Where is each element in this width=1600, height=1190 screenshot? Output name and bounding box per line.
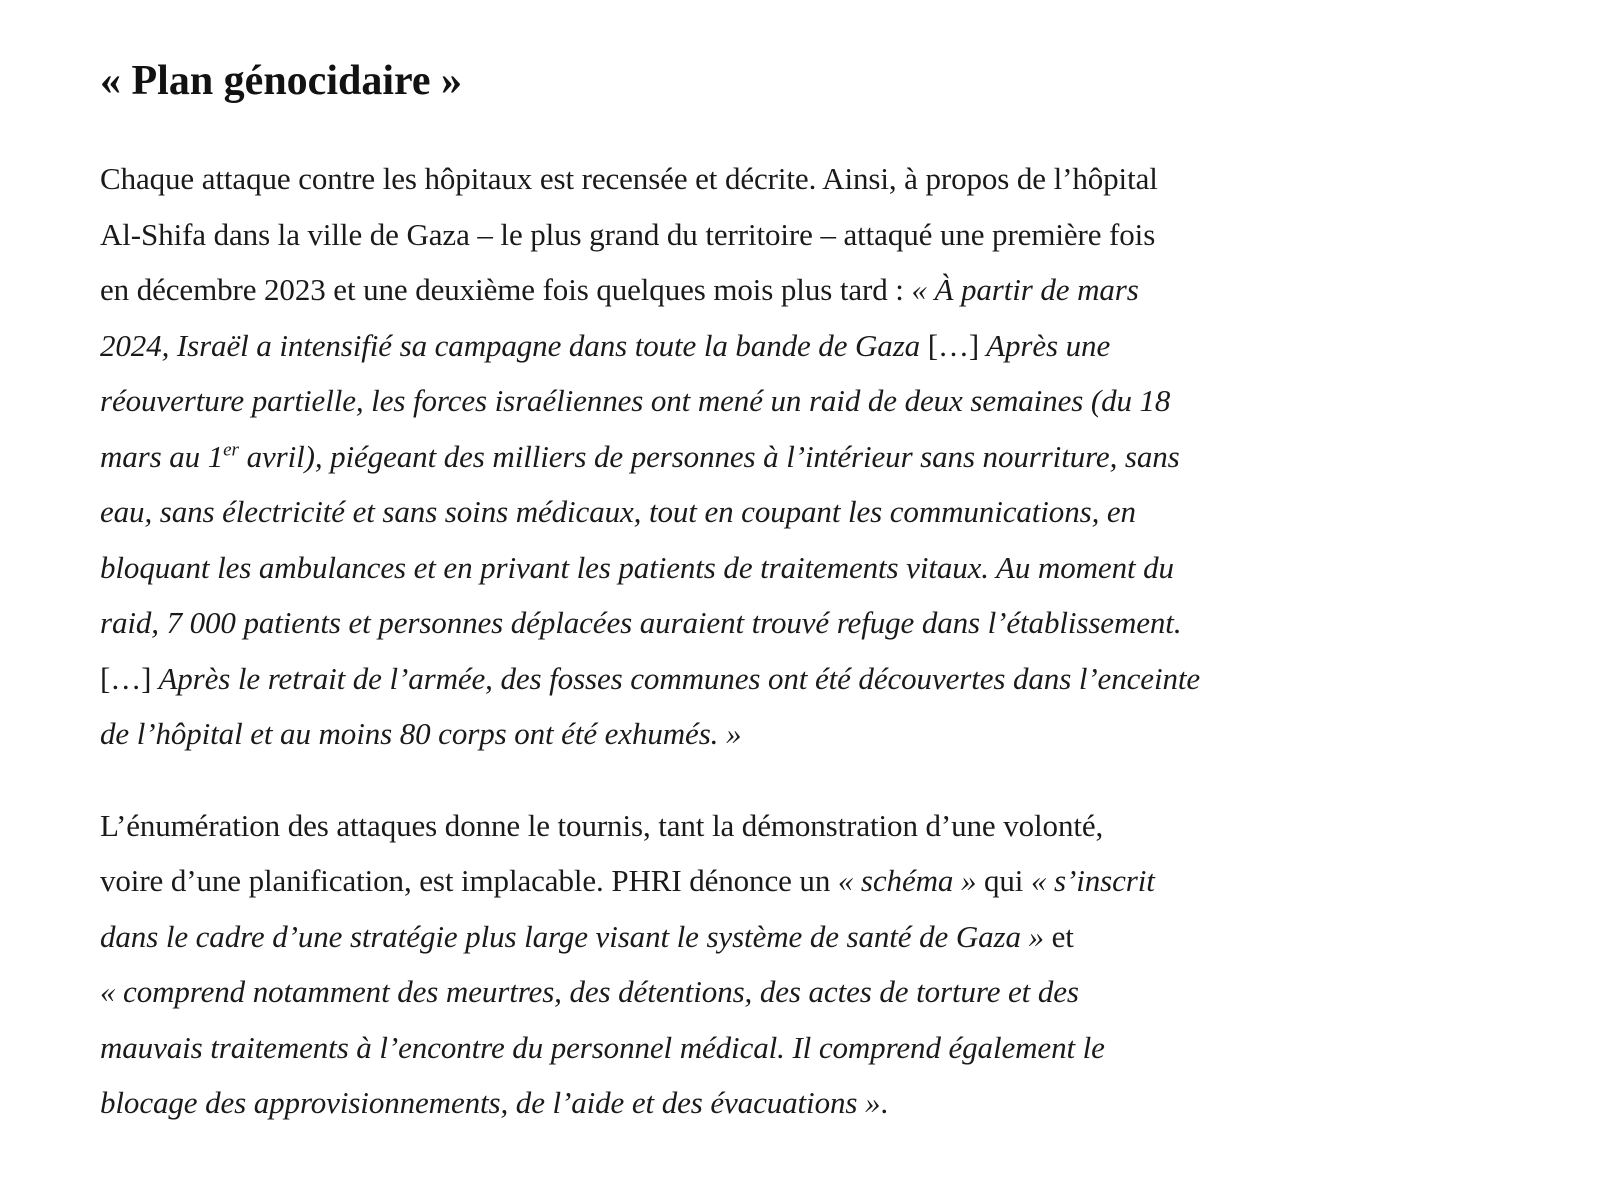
text-line <box>100 798 1600 854</box>
body-text: qui <box>976 863 1031 899</box>
quoted-italic-text: 2024, Israël a intensifié sa campagne dans toute la bande de Gaza <box>100 327 928 363</box>
body-text: voire d’une planification, est implacable. PHRI dénonce un <box>100 863 838 899</box>
text-line <box>100 964 1600 1020</box>
quoted-italic-text: de l’hôpital et au moins 80 corps ont été exhumés. » <box>100 716 742 752</box>
quoted-italic-text: blocage des approvisionnements, de l’aide et des évacuations » <box>100 1085 881 1121</box>
body-text: […] <box>100 660 152 696</box>
body-text: et <box>1043 918 1074 954</box>
quoted-italic-text: bloquant les ambulances et en privant les patients de traitements vitaux. Au moment du <box>100 549 1174 585</box>
quoted-italic-text: mauvais traitements à l’encontre du personnel médical. Il comprend également le <box>100 1029 1105 1065</box>
body-text: en décembre 2023 et une deuxième fois quelques mois plus tard : <box>100 272 912 308</box>
article-body <box>100 151 1600 1131</box>
text-line <box>100 207 1600 263</box>
quoted-italic-text: raid, 7 000 patients et personnes déplacées auraient trouvé refuge dans l’établissement. <box>100 605 1182 641</box>
text-line <box>100 373 1600 429</box>
text-line <box>100 540 1600 596</box>
text-line <box>100 706 1600 762</box>
text-line <box>100 262 1600 318</box>
paragraph <box>100 798 1600 1131</box>
text-line <box>100 1075 1600 1131</box>
text-line <box>100 651 1600 707</box>
quoted-italic-text: avril), piégeant des milliers de personnes à l’intérieur sans nourriture, sans <box>238 438 1180 474</box>
text-line <box>100 318 1600 374</box>
quoted-italic-text: Après une <box>979 327 1111 363</box>
body-text: L’énumération des attaques donne le tournis, tant la démonstration d’une volonté, <box>100 807 1104 843</box>
text-line <box>100 909 1600 965</box>
quoted-italic-text: « s’inscrit <box>1030 863 1155 899</box>
quoted-italic-text: « comprend notamment des meurtres, des détentions, des actes de torture et des <box>100 974 1079 1010</box>
quoted-italic-text: « schéma » <box>837 863 977 899</box>
quoted-italic-text: réouverture partielle, les forces israéliennes ont mené un raid de deux semaines (du 18 <box>100 383 1171 419</box>
body-text: […] <box>927 327 980 363</box>
text-line <box>100 429 1600 485</box>
quoted-italic-text: « À partir de mars <box>911 272 1139 308</box>
text-line <box>100 484 1600 540</box>
quoted-italic-text: Après le retrait de l’armée, des fosses communes ont été découvertes dans l’enceinte <box>151 660 1201 696</box>
text-line <box>100 1020 1600 1076</box>
quoted-italic-text: eau, sans électricité et sans soins médicaux, tout en coupant les communications, en <box>100 494 1136 530</box>
paragraph <box>100 151 1600 762</box>
quoted-italic-text: dans le cadre d’une stratégie plus large visant le système de santé de Gaza » <box>100 918 1044 954</box>
text-line <box>100 595 1600 651</box>
text-line <box>100 853 1600 909</box>
body-text: Al-Shifa dans la ville de Gaza – le plus grand du territoire – attaqué une première fois <box>100 216 1156 252</box>
text-line <box>100 151 1600 207</box>
quoted-italic-text: mars au 1 <box>100 438 224 474</box>
body-text: . <box>880 1085 889 1121</box>
section-heading: « Plan génocidaire » <box>100 58 463 104</box>
body-text: Chaque attaque contre les hôpitaux est recensée et décrite. Ainsi, à propos de l’hôpital <box>100 161 1158 197</box>
superscript-ordinal: er <box>223 439 239 461</box>
